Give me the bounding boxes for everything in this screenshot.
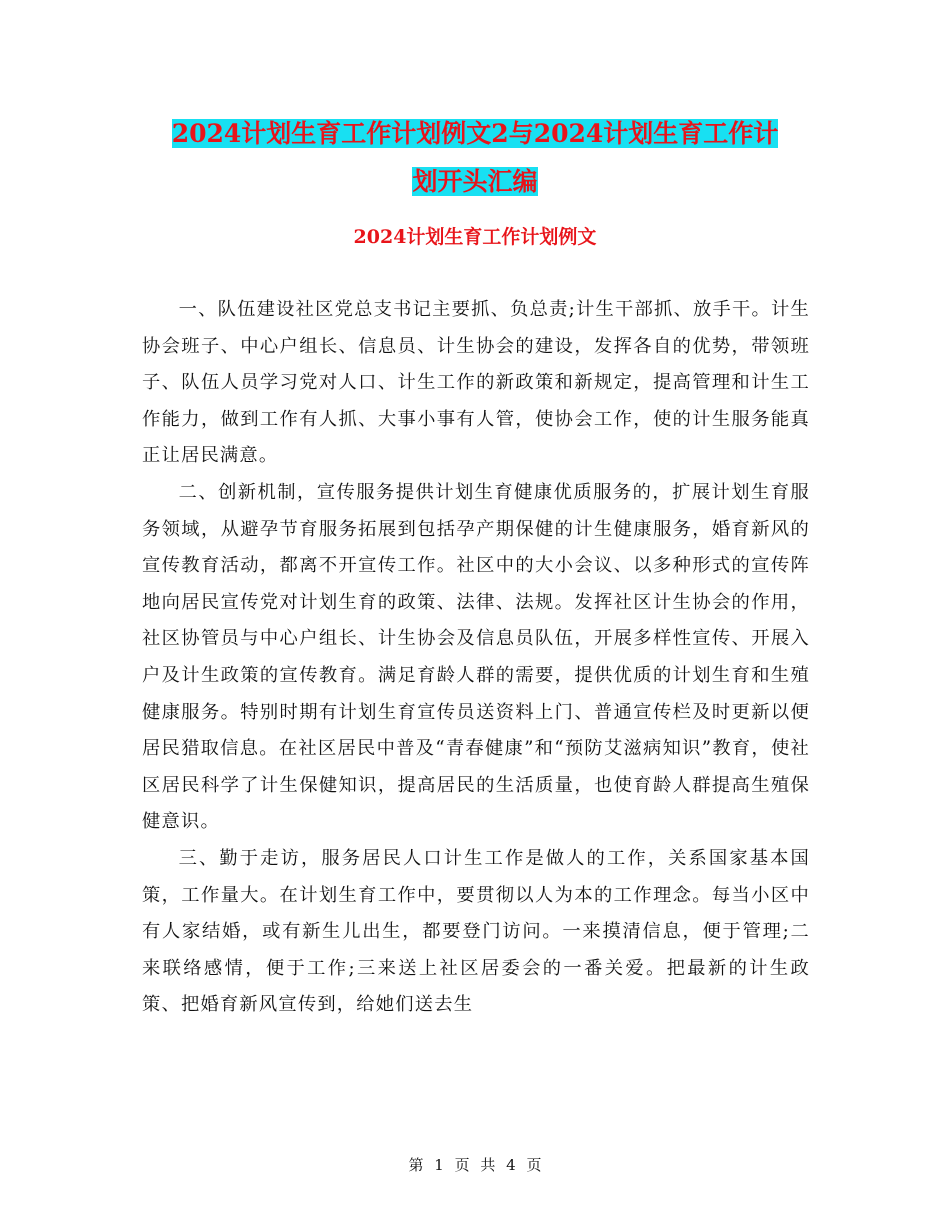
paragraph-2: 二、创新机制，宣传服务提供计划生育健康优质服务的，扩展计划生育服务领域，从避孕节育服务拓展到包括孕产期保健的计生健康服务，婚育新风的宣传教育活动，都离不开宣传工作。社区中的大小会议、以多种形式的宣传阵地向居民宣传党对计划生育的政策、法律、法规。发挥社区计生协会的作用，社区协管员与中心户组长、计生协会及信息员队伍，开展多样性宣传、开展入户及计生政策的宣传教育。满足育龄人群的需要，提供优质的计划生育和生殖健康服务。特别时期有计划生育宣传员送资料上门、普通宣传栏及时更新以便居民猎取信息。在社区居民中普及“青春健康”和“预防艾滋病知识”教育，使社区居民科学了计生保健知识，提高居民的生活质量，也使育龄人群提高生殖保健意识。 xyxy=(142,481,810,833)
document-body xyxy=(142,292,810,1024)
document-title xyxy=(140,110,810,206)
paragraph-1: 一、队伍建设社区党总支书记主要抓、负总责;计生干部抓、放手干。计生协会班子、中心户组长、信息员、计生协会的建设，发挥各自的优势，带领班子、队伍人员学习党对人口、计生工作的新政策和新规定，提高管理和计生工作能力，做到工作有人抓、大事小事有人管，使协会工作，使的计生服务能真正让居民满意。 xyxy=(142,299,810,467)
document-title-line-1: 2024计划生育工作计划例文2与2024计划生育工作计 xyxy=(171,119,779,148)
page-footer: 第 1 页 共 4 页 xyxy=(408,1156,542,1174)
section-heading: 2024计划生育工作计划例文 xyxy=(353,226,597,248)
paragraph-3: 三、勤于走访，服务居民人口计生工作是做人的工作，关系国家基本国策，工作量大。在计划生育工作中，要贯彻以人为本的工作理念。每当小区中有人家结婚，或有新生儿出生，都要登门访问。一来摸清信息，便于管理;二来联络感情，便于工作;三来送上社区居委会的一番关爱。把最新的计生政策、把婚育新风宣传到，给她们送去生 xyxy=(142,847,810,1016)
document-title-line-2: 划开头汇编 xyxy=(412,167,538,196)
